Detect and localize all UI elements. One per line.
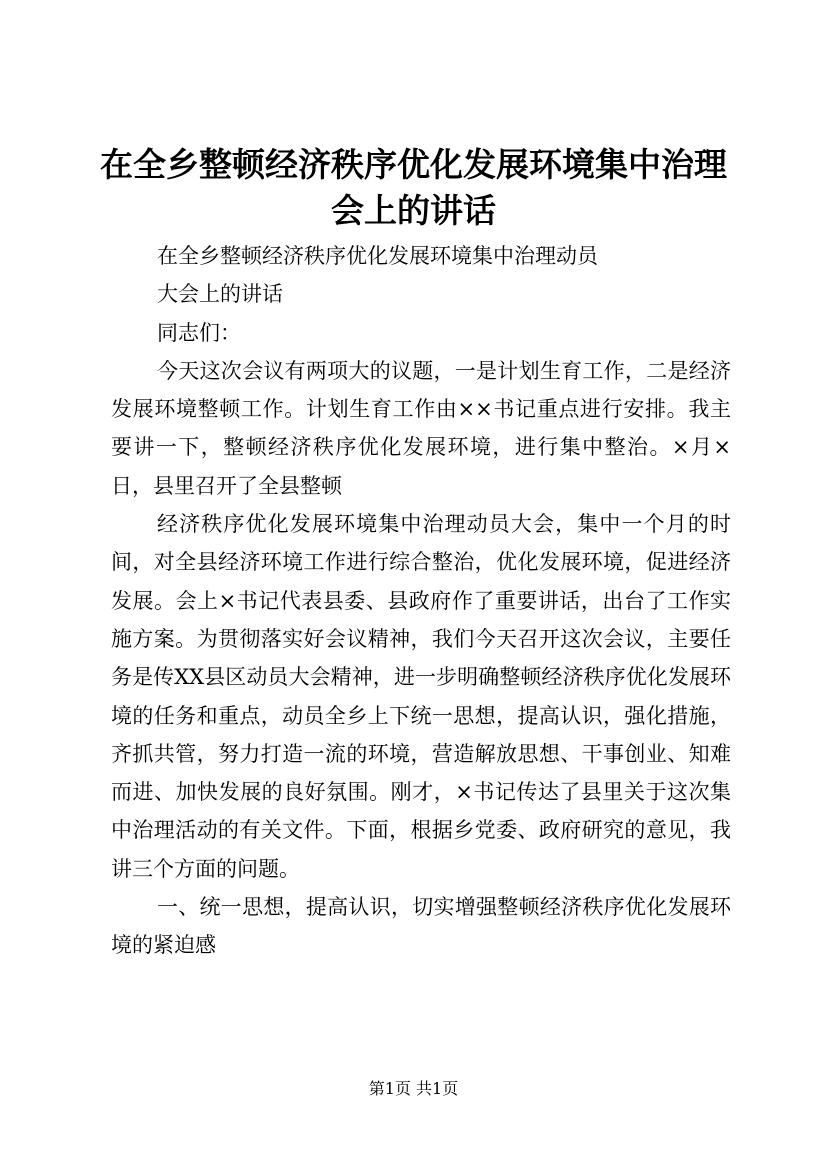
section-heading-1: 一、统一思想，提高认识，切实增强整顿经济秩序优化发展环境的紧迫感: [111, 895, 731, 958]
subtitle-line-2: 大会上的讲话: [157, 282, 283, 307]
page-footer: 第1页 共1页: [368, 1079, 459, 1098]
document-body: [111, 237, 731, 965]
paragraph-main: 经济秩序优化发展环境集中治理动员大会，集中一个月的时间，对全县经济环境工作进行综合整治，优化发展环境，促进经济发展。会上×书记代表县委、县政府作了重要讲话，出台了工作实施方案。为贯彻落实好会议精神，我们今天召开这次会议，主要任务是传XX县区动员大会精神，进一步明确整顿经济秩序优化发展环境的任务和重点，动员全乡上下统一思想，提高认识，强化措施，齐抓共管，努力打造一流的环境，营造解放思想、干事创业、知难而进、加快发展的良好氛围。刚才，×书记传达了县里关于这次集中治理活动的有关文件。下面，根据乡党委、政府研究的意见，我讲三个方面的问题。: [111, 512, 731, 881]
salutation: 同志们：: [157, 320, 241, 345]
paragraph-intro: 今天这次会议有两项大的议题，一是计划生育工作，二是经济发展环境整顿工作。计划生育工作由××书记重点进行安排。我主要讲一下，整顿经济秩序优化发展环境，进行集中整治。×月×日，县里召开了全县整顿: [111, 358, 731, 498]
document-title: 在全乡整顿经济秩序优化发展环境集中治理会上的讲话: [100, 145, 727, 230]
subtitle-line-1: 在全乡整顿经济秩序优化发展环境集中治理动员: [157, 244, 598, 268]
